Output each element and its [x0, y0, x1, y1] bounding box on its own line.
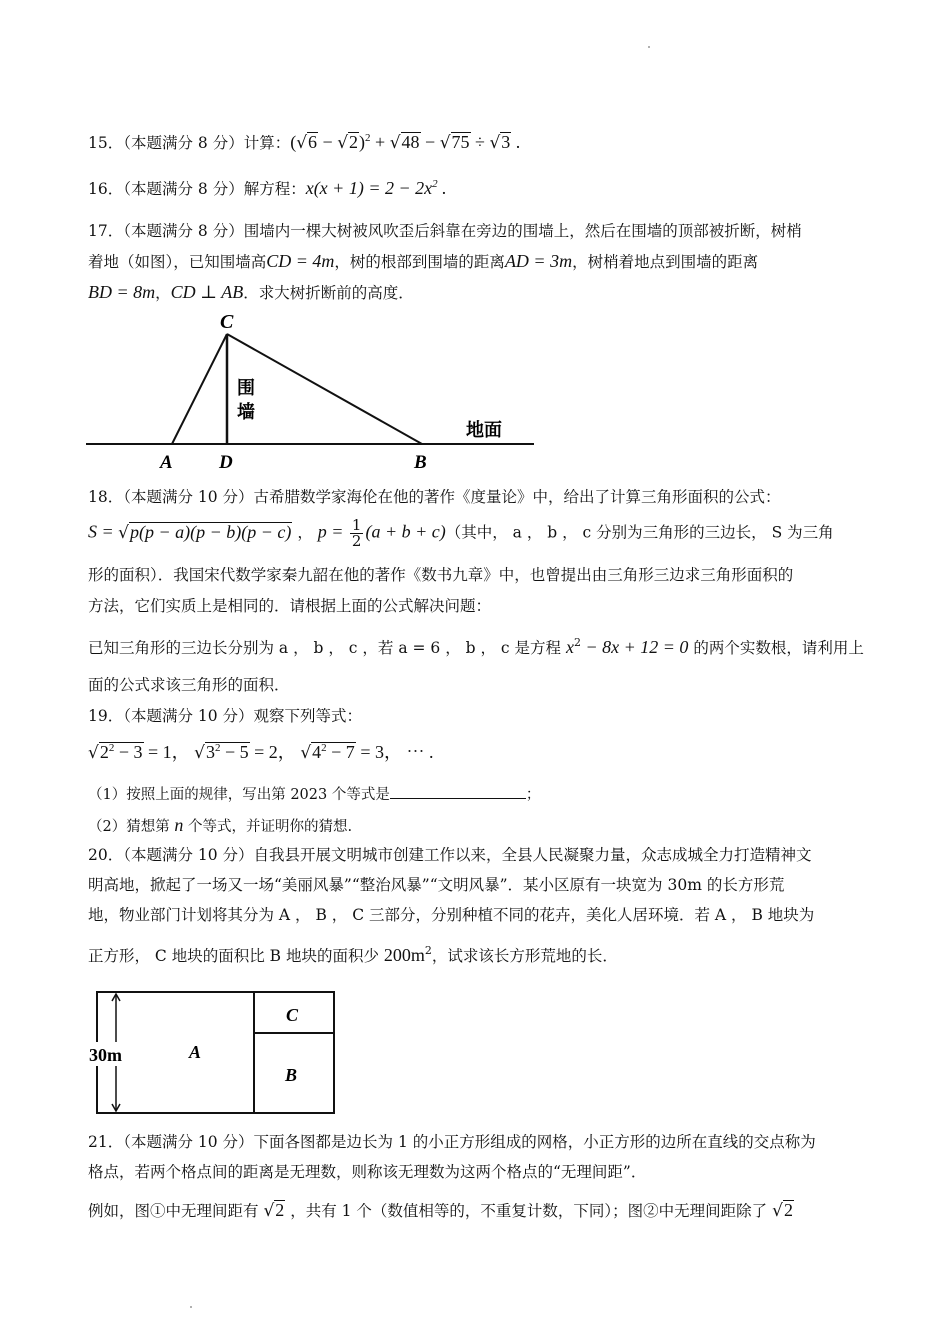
answer-blank[interactable]: [390, 783, 526, 799]
scan-speck: [190, 1306, 192, 1308]
ground-label: 地面: [466, 420, 502, 440]
question-21-line-3: 例如，图①中无理间距有 √2 ，共有 1 个（数值相等的，不重复计数，下同）；图②中无理间距除了 √2: [88, 1200, 793, 1221]
point-a-label: A: [160, 452, 173, 473]
question-16: [88, 176, 868, 201]
rectangle-land-figure: [86, 985, 344, 1120]
question-16-equation: $x(x + 1) = 2 - 2x^2$ .: [305, 178, 447, 198]
question-20-line-3: 地，物业部门计划将其分为 A ， B ， C 三部分，分别种植不同的花卉，美化人居环境．若 A ， B 地块为: [88, 906, 815, 924]
wall-label-2: 墙: [237, 402, 255, 422]
point-d-label: D: [219, 452, 233, 473]
question-15-expression: $(√6 - √2)^2 + √48 - √75 \div √3$ .: [290, 132, 521, 153]
question-19-line-1: 19．（本题满分 10 分）观察下列等式：: [88, 707, 363, 725]
question-20-line-4: 正方形， C 地块的面积比 B 地块的面积少 $200m^2$，试求该长方形荒地的长．: [88, 944, 618, 965]
question-17-line-3: BD = 8m，CD ⊥ AB．求大树折断前的高度．: [88, 282, 414, 302]
question-19-sub-2: （2）猜想第 n 个等式，并证明你的猜想.: [88, 815, 353, 835]
tree-trunk-segment: [172, 334, 227, 444]
scan-speck: [648, 46, 650, 48]
block-b-label: B: [285, 1065, 298, 1085]
question-18-line-3: 形的面积）．我国宋代数学家秦九韶在他的著作《数书九章》中，也曾提出由三角形三边求三角形面积的: [88, 566, 794, 584]
question-18-line-1: 18．（本题满分 10 分）古希腊数学家海伦在他的著作《度量论》中，给出了计算三角形面积的公式：: [88, 488, 781, 506]
question-17-line-1: 17．（本题满分 8 分）围墙内一棵大树被风吹歪后斜靠在旁边的围墙上，然后在围墙的顶部被折断，树梢: [88, 222, 802, 240]
question-20-line-2: 明高地，掀起了一场又一场“美丽风暴”“整治风暴”“文明风暴”．某小区原有一块宽为 30m 的长方形荒: [88, 876, 785, 894]
question-19-sub-1: （1）按照上面的规律，写出第 2023 个等式是 ；: [88, 783, 868, 807]
question-17-line-2: 着地（如图），已知围墙高CD = 4m，树的根部到围墙的距离AD = 3m，树梢着地点到围墙的距离: [88, 251, 759, 271]
question-21-line-1: 21．（本题满分 10 分）下面各图都是边长为 1 的小正方形组成的网格，小正方形的边所在直线的交点称为: [88, 1133, 816, 1151]
question-19-examples: $√2^2 - 3 = 1$， $√3^2 - 5 = 2$， $√4^2 - 7 = 3$， ⋯ .: [88, 742, 434, 763]
point-c-label: C: [220, 311, 234, 333]
block-c-label: C: [286, 1005, 299, 1025]
block-a-label: A: [189, 1042, 202, 1062]
question-15-label: 15．（本题满分 8 分）计算：: [88, 134, 291, 152]
width-label: 30m: [89, 1045, 122, 1065]
wall-label-1: 围: [237, 378, 255, 398]
question-18-line-6: 面的公式求该三角形的面积．: [88, 676, 290, 694]
land-outline: [97, 992, 334, 1113]
question-18-formula-line: S = √p(p − a)(p − b)(p − c) ， p = $\frac{1}{2}$ (a + b + c)（其中， a ， b ， c 分别为三角形的三边长， S 为三角: [88, 516, 834, 550]
question-16-label: 16．（本题满分 8 分）解方程：: [88, 180, 306, 198]
tree-top-segment: [227, 334, 422, 444]
question-15: [88, 130, 868, 155]
question-18-line-4: 方法，它们实质上是相同的．请根据上面的公式解决问题：: [88, 597, 492, 615]
question-20-line-1: 20．（本题满分 10 分）自我县开展文明城市创建工作以来，全县人民凝聚力量，众志成城全力打造精神文: [88, 846, 812, 864]
question-18-line-5: 已知三角形的三边长分别为 a ， b ， c ，若 a = 6 ， b ， c 是方程 $x^2 - 8x + 12 = 0$ 的两个实数根，请利用上: [88, 636, 864, 657]
point-b-label: B: [414, 452, 427, 473]
tree-wall-figure: [86, 308, 538, 476]
question-21-line-2: 格点，若两个格点间的距离是无理数，则称该无理数为这两个格点的“无理间距”．: [88, 1163, 647, 1181]
